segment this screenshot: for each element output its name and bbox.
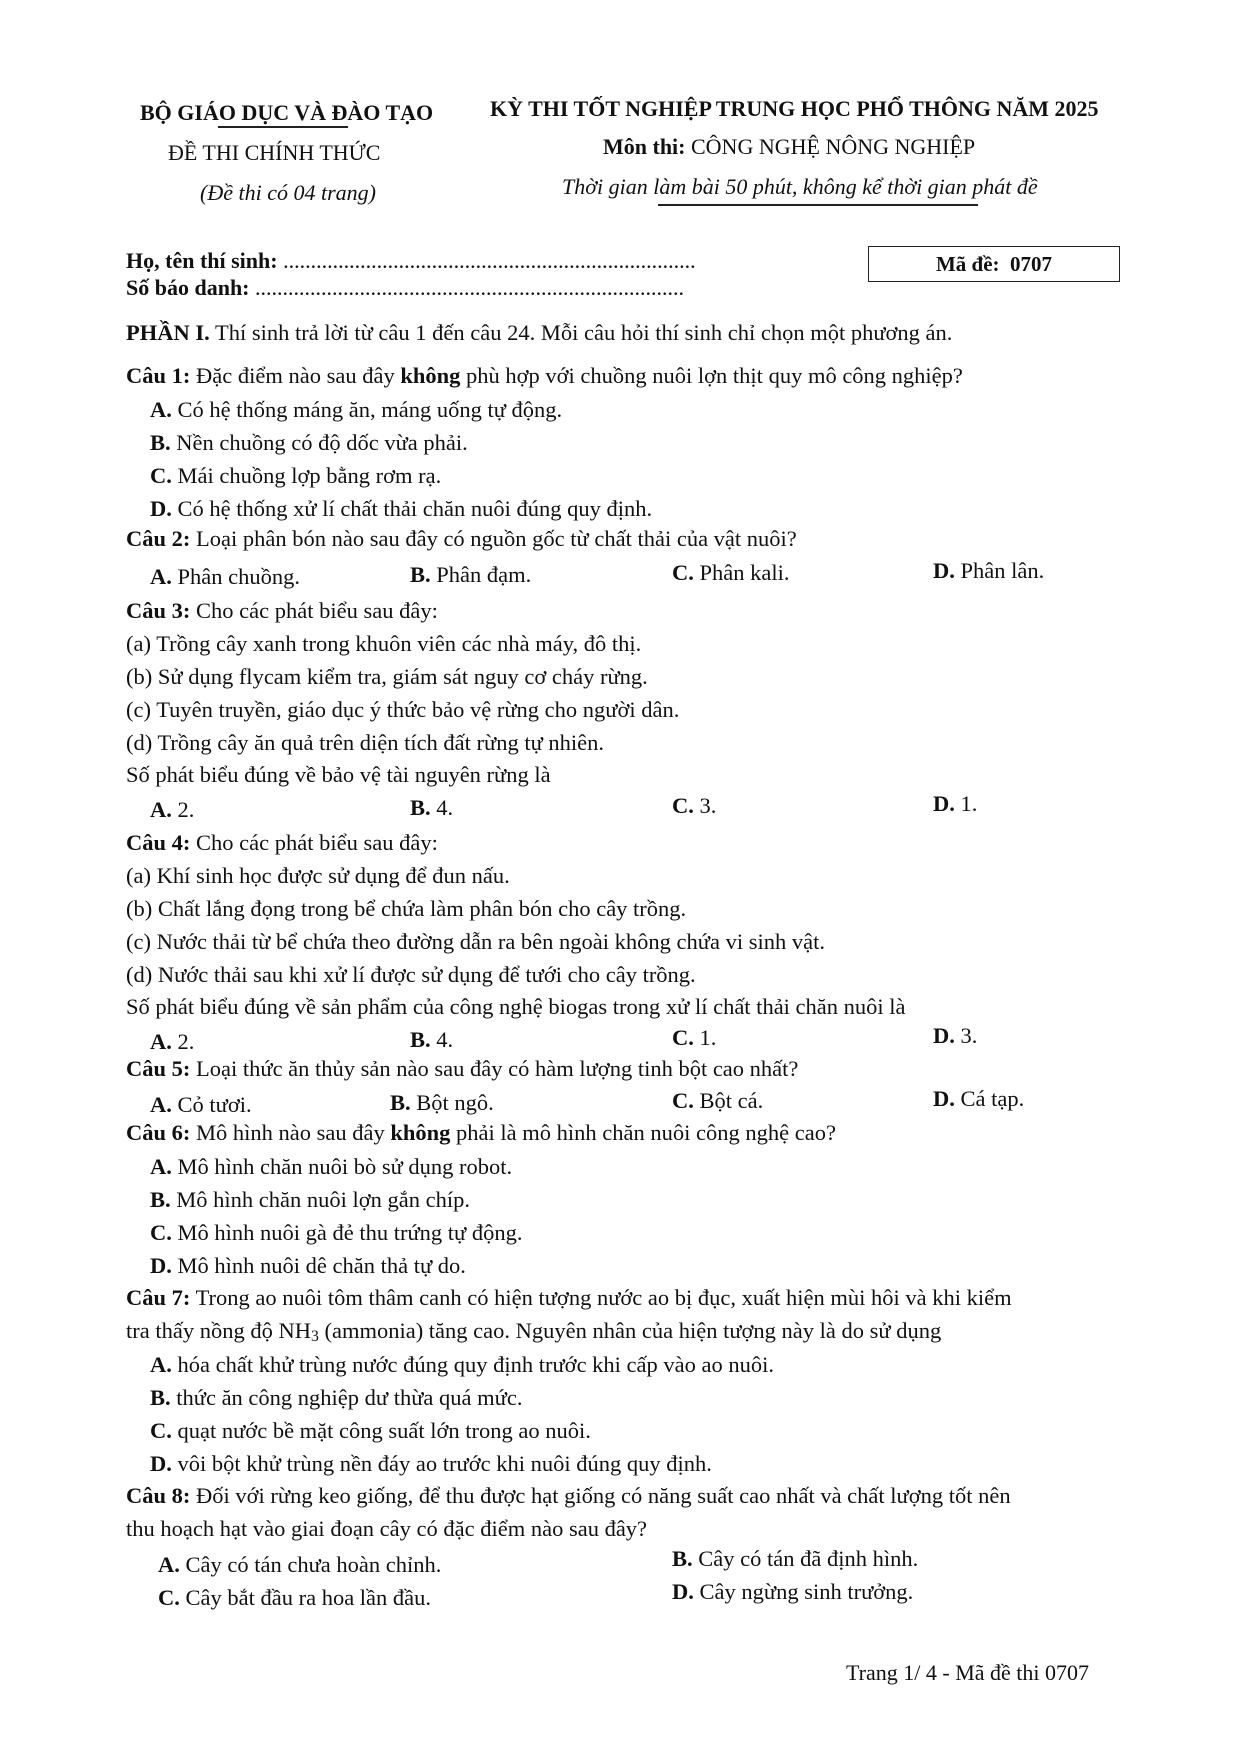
page-footer: Trang 1/ 4 - Mã đề thi 0707 xyxy=(846,1660,1090,1685)
question-text: Cho các phát biểu sau đây: xyxy=(190,598,438,623)
official-label: ĐỀ THI CHÍNH THỨC xyxy=(168,140,381,165)
q3-statement-c: (c) Tuyên truyền, giáo dục ý thức bảo vệ rừng cho người dân. xyxy=(126,697,680,722)
subscript: 3 xyxy=(310,1328,319,1345)
q3-option-a[interactable]: A. 2. xyxy=(150,797,195,822)
exam-title: KỲ THI TỐT NGHIỆP TRUNG HỌC PHỔ THÔNG NĂM 2025 xyxy=(490,96,1099,121)
question-number: Câu 3: xyxy=(126,598,191,623)
candidate-id-row xyxy=(126,275,684,301)
q7-option-a[interactable]: A. hóa chất khử trùng nước đúng quy định trước khi cấp vào ao nuôi. xyxy=(150,1352,775,1377)
question-1 xyxy=(126,363,963,389)
question-4 xyxy=(126,830,438,856)
q5-option-d[interactable]: D. Cá tạp. xyxy=(933,1086,1025,1111)
q6-option-a[interactable]: A. Mô hình chăn nuôi bò sử dụng robot. xyxy=(150,1154,513,1179)
q3-option-b[interactable]: B. 4. xyxy=(410,795,454,820)
question-text: Loại thức ăn thủy sản nào sau đây có hàm lượng tinh bột cao nhất? xyxy=(190,1056,799,1081)
question-text: phù hợp với chuồng nuôi lợn thịt quy mô công nghiệp? xyxy=(460,363,963,388)
q3-option-c[interactable]: C. 3. xyxy=(672,793,717,818)
q2-option-d[interactable]: D. Phân lân. xyxy=(933,558,1045,583)
q7-option-d[interactable]: D. vôi bột khử trùng nền đáy ao trước khi nuôi đúng quy định. xyxy=(150,1451,712,1476)
q3-statement-b: (b) Sử dụng flycam kiểm tra, giám sát nguy cơ cháy rừng. xyxy=(126,664,648,689)
ministry-underline xyxy=(218,126,348,128)
section-instruction: Thí sinh trả lời từ câu 1 đến câu 24. Mỗi câu hỏi thí sinh chỉ chọn một phương án. xyxy=(209,320,953,345)
candidate-id-label: Số báo danh: xyxy=(126,275,250,300)
q8-option-d[interactable]: D. Cây ngừng sinh trưởng. xyxy=(672,1579,914,1604)
pages-note: (Đề thi có 04 trang) xyxy=(200,180,376,205)
q1-option-b[interactable]: B. Nền chuồng có độ dốc vừa phải. xyxy=(150,430,468,455)
q7-option-b[interactable]: B. thức ăn công nghiệp dư thừa quá mức. xyxy=(150,1385,523,1410)
question-number: Câu 2: xyxy=(126,526,191,551)
question-text: tra thấy nồng độ NH xyxy=(126,1318,311,1343)
question-text: (ammonia) tăng cao. Nguyên nhân của hiện tượng này là do sử dụng xyxy=(318,1318,942,1343)
q5-option-c[interactable]: C. Bột cá. xyxy=(672,1088,764,1113)
question-7-cont xyxy=(126,1318,941,1346)
question-text: Trong ao nuôi tôm thâm canh có hiện tượng nước ao bị đục, xuất hiện mùi hôi và khi kiểm xyxy=(190,1285,1012,1310)
subject-line xyxy=(603,134,975,160)
time-note: Thời gian làm bài 50 phút, không kể thời gian phát đề xyxy=(562,174,1038,199)
question-2 xyxy=(126,526,797,552)
q3-stem: Số phát biểu đúng về bảo vệ tài nguyên rừng là xyxy=(126,762,551,787)
question-8 xyxy=(126,1483,1011,1509)
q4-statement-a: (a) Khí sinh học được sử dụng để đun nấu. xyxy=(126,863,510,888)
question-emphasis: không xyxy=(400,363,461,388)
q3-option-d[interactable]: D. 1. xyxy=(933,791,978,816)
q1-option-d[interactable]: D. Có hệ thống xử lí chất thải chăn nuôi đúng quy định. xyxy=(150,496,653,521)
q4-option-d[interactable]: D. 3. xyxy=(933,1023,978,1048)
q4-statement-d: (d) Nước thải sau khi xử lí được sử dụng để tưới cho cây trồng. xyxy=(126,962,696,987)
question-text: Loại phân bón nào sau đây có nguồn gốc từ chất thải của vật nuôi? xyxy=(190,526,797,551)
section-label: PHẦN I. xyxy=(126,320,210,345)
q8-option-c[interactable]: C. Cây bắt đầu ra hoa lần đầu. xyxy=(158,1585,432,1610)
candidate-name-label: Họ, tên thí sinh: xyxy=(126,248,278,273)
q3-statement-d: (d) Trồng cây ăn quả trên diện tích đất rừng tự nhiên. xyxy=(126,730,605,755)
q6-option-c[interactable]: C. Mô hình nuôi gà đẻ thu trứng tự động. xyxy=(150,1220,523,1245)
question-number: Câu 5: xyxy=(126,1056,191,1081)
section-heading xyxy=(126,320,952,346)
q2-option-a[interactable]: A. Phân chuồng. xyxy=(150,564,300,589)
q1-option-a[interactable]: A. Có hệ thống máng ăn, máng uống tự động. xyxy=(150,397,563,422)
q4-stem: Số phát biểu đúng về sản phẩm của công nghệ biogas trong xử lí chất thải chăn nuôi là xyxy=(126,994,906,1019)
exam-code-box xyxy=(868,246,1120,282)
q4-statement-b: (b) Chất lắng đọng trong bể chứa làm phân bón cho cây trồng. xyxy=(126,896,687,921)
q3-statement-a: (a) Trồng cây xanh trong khuôn viên các nhà máy, đô thị. xyxy=(126,631,642,656)
question-number: Câu 7: xyxy=(126,1285,191,1310)
q2-option-b[interactable]: B. Phân đạm. xyxy=(410,562,532,587)
ministry-name: BỘ GIÁO DỤC VÀ ĐÀO TẠO xyxy=(140,100,434,125)
question-3 xyxy=(126,598,438,624)
q2-option-c[interactable]: C. Phân kali. xyxy=(672,560,790,585)
question-6 xyxy=(126,1120,836,1146)
question-number: Câu 6: xyxy=(126,1120,191,1145)
question-text: Mô hình nào sau đây xyxy=(190,1120,391,1145)
question-number: Câu 8: xyxy=(126,1483,191,1508)
question-text: phải là mô hình chăn nuôi công nghệ cao? xyxy=(450,1120,836,1145)
q4-option-b[interactable]: B. 4. xyxy=(410,1027,454,1052)
q4-option-c[interactable]: C. 1. xyxy=(672,1025,717,1050)
question-5 xyxy=(126,1056,798,1082)
subject-label: Môn thi: xyxy=(603,134,686,159)
q6-option-d[interactable]: D. Mô hình nuôi dê chăn thả tự do. xyxy=(150,1253,466,1278)
q7-option-c[interactable]: C. quạt nước bề mặt công suất lớn trong ao nuôi. xyxy=(150,1418,591,1443)
q4-statement-c: (c) Nước thải từ bể chứa theo đường dẫn ra bên ngoài không chứa vi sinh vật. xyxy=(126,929,825,954)
exam-code: 0707 xyxy=(1010,251,1053,276)
q4-option-a[interactable]: A. 2. xyxy=(150,1029,195,1054)
q8-option-b[interactable]: B. Cây có tán đã định hình. xyxy=(672,1546,919,1571)
q5-option-a[interactable]: A. Cỏ tươi. xyxy=(150,1092,252,1117)
question-emphasis: không xyxy=(390,1120,451,1145)
question-text: Đặc điểm nào sau đây xyxy=(190,363,401,388)
question-number: Câu 4: xyxy=(126,830,191,855)
q5-option-b[interactable]: B. Bột ngô. xyxy=(390,1090,494,1115)
candidate-name-row xyxy=(126,248,696,274)
q8-option-a[interactable]: A. Cây có tán chưa hoàn chỉnh. xyxy=(158,1552,442,1577)
q1-option-c[interactable]: C. Mái chuồng lợp bằng rơm rạ. xyxy=(150,463,442,488)
question-text: Đối với rừng keo giống, để thu được hạt giống có năng suất cao nhất và chất lượng tốt nên xyxy=(190,1483,1011,1508)
time-underline xyxy=(658,204,978,206)
subject-name: CÔNG NGHỆ NÔNG NGHIỆP xyxy=(691,134,976,159)
candidate-name-field[interactable]: ........................................................................... xyxy=(283,248,696,273)
question-text: Cho các phát biểu sau đây: xyxy=(190,830,438,855)
candidate-id-field[interactable]: .............................................................................. xyxy=(255,275,685,300)
question-7 xyxy=(126,1285,1012,1311)
question-number: Câu 1: xyxy=(126,363,191,388)
q6-option-b[interactable]: B. Mô hình chăn nuôi lợn gắn chíp. xyxy=(150,1187,470,1212)
exam-code-label: Mã đề: xyxy=(935,251,1000,276)
question-8-cont: thu hoạch hạt vào giai đoạn cây có đặc điểm nào sau đây? xyxy=(126,1516,648,1541)
